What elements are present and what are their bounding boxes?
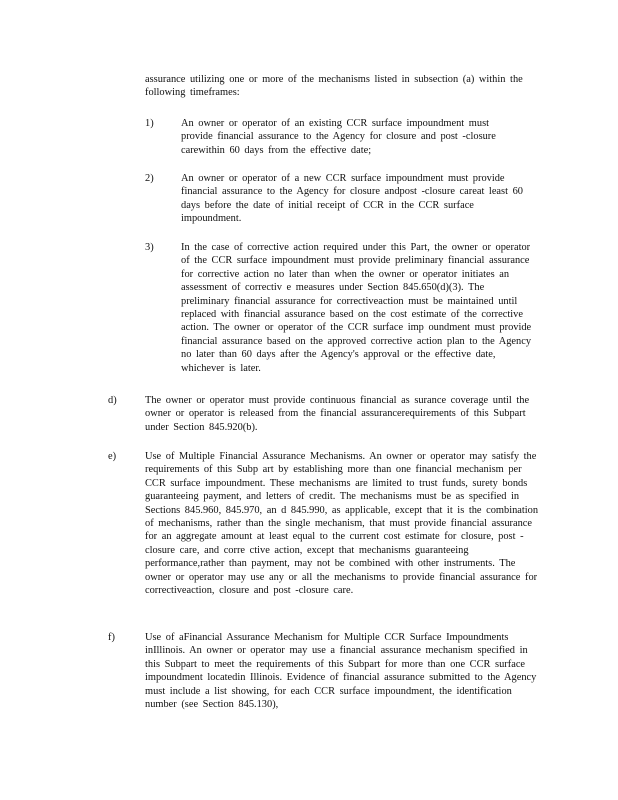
item-3-text: In the case of corrective action required under this Part, the owner or operator of the CCR surface impoundment must provide preliminary financial assurance for corrective action no later than when the owner or operator initiates an assessment of correctiv e measures under Section 845.650(d)(3). The preliminary financial assurance for correctiveaction must be maintained until replaced with financial assurance based on the cost estimate of the corrective action. The owner or operator of the CCR surface imp oundment must provide financial assurance based on the approved corrective action plan to the Agency no later than 60 days after the Agency's approval or the effective date, whichever is later.	[181, 242, 532, 374]
section-e-text: Use of Multiple Financial Assurance Mechanisms. An owner or operator may satisfy the requirements of this Subp art by establishing more than one financial mechanism per CCR surface impoundment. These mechanisms are limited to trust funds, surety bonds guaranteeing payment, and letters of credit. The mechanisms must be as specified in Sections 845.960, 845.970, an d 845.990, as applicable, except that it is the combination of mechanisms, rather than the single mechanism, that must provide financial assurance for an aggregate amount at least equal to the current cost estimate for closure, post -closure care, and corre ctive action, except that mechanisms guaranteeing performance,rather than payment, may not be combined with other instruments. The owner or operator may use any or all the mechanisms to provide financial assurance for correctiveaction, closure and post -closure care.	[145, 451, 539, 597]
section-e-label: e)	[108, 451, 117, 462]
item-2-label: 2)	[145, 173, 154, 184]
intro-paragraph: assurance utilizing one or more of the mechanisms listed in subsection (a) within the following timeframes:	[145, 74, 523, 99]
section-f-text: Use of aFinancial Assurance Mechanism for Multiple CCR Surface Impoundments inIllinois. An owner or operator may use a financial assurance mechanism specified in this Subpart to meet the requirements of this Subpart for more than one CCR surface impoundment locatedin Illinois. Evidence of financial assurance submitted to the Agency must include a list showing, for each CCR surface impoundment, the identification number (see Section 845.130),	[145, 632, 537, 711]
item-1-text: An owner or operator of an existing CCR surface impoundment must provide financial assurance to the Agency for closure and post -closure carewithin 60 days from the effective date;	[181, 118, 496, 156]
item-1-label: 1)	[145, 118, 154, 129]
item-3-label: 3)	[145, 242, 154, 253]
section-d-text: The owner or operator must provide continuous financial as surance coverage until the owner or operator is released from the financial assurancerequirements of this Subpart under Section 845.920(b).	[145, 395, 530, 433]
item-2-text: An owner or operator of a new CCR surface impoundment must provide financial assurance to the Agency for closure andpost -closure careat least 60 days before the date of initial receipt of CCR in the CCR surface impoundment.	[181, 173, 523, 225]
section-f-label: f)	[108, 632, 115, 643]
section-d-label: d)	[108, 395, 117, 406]
